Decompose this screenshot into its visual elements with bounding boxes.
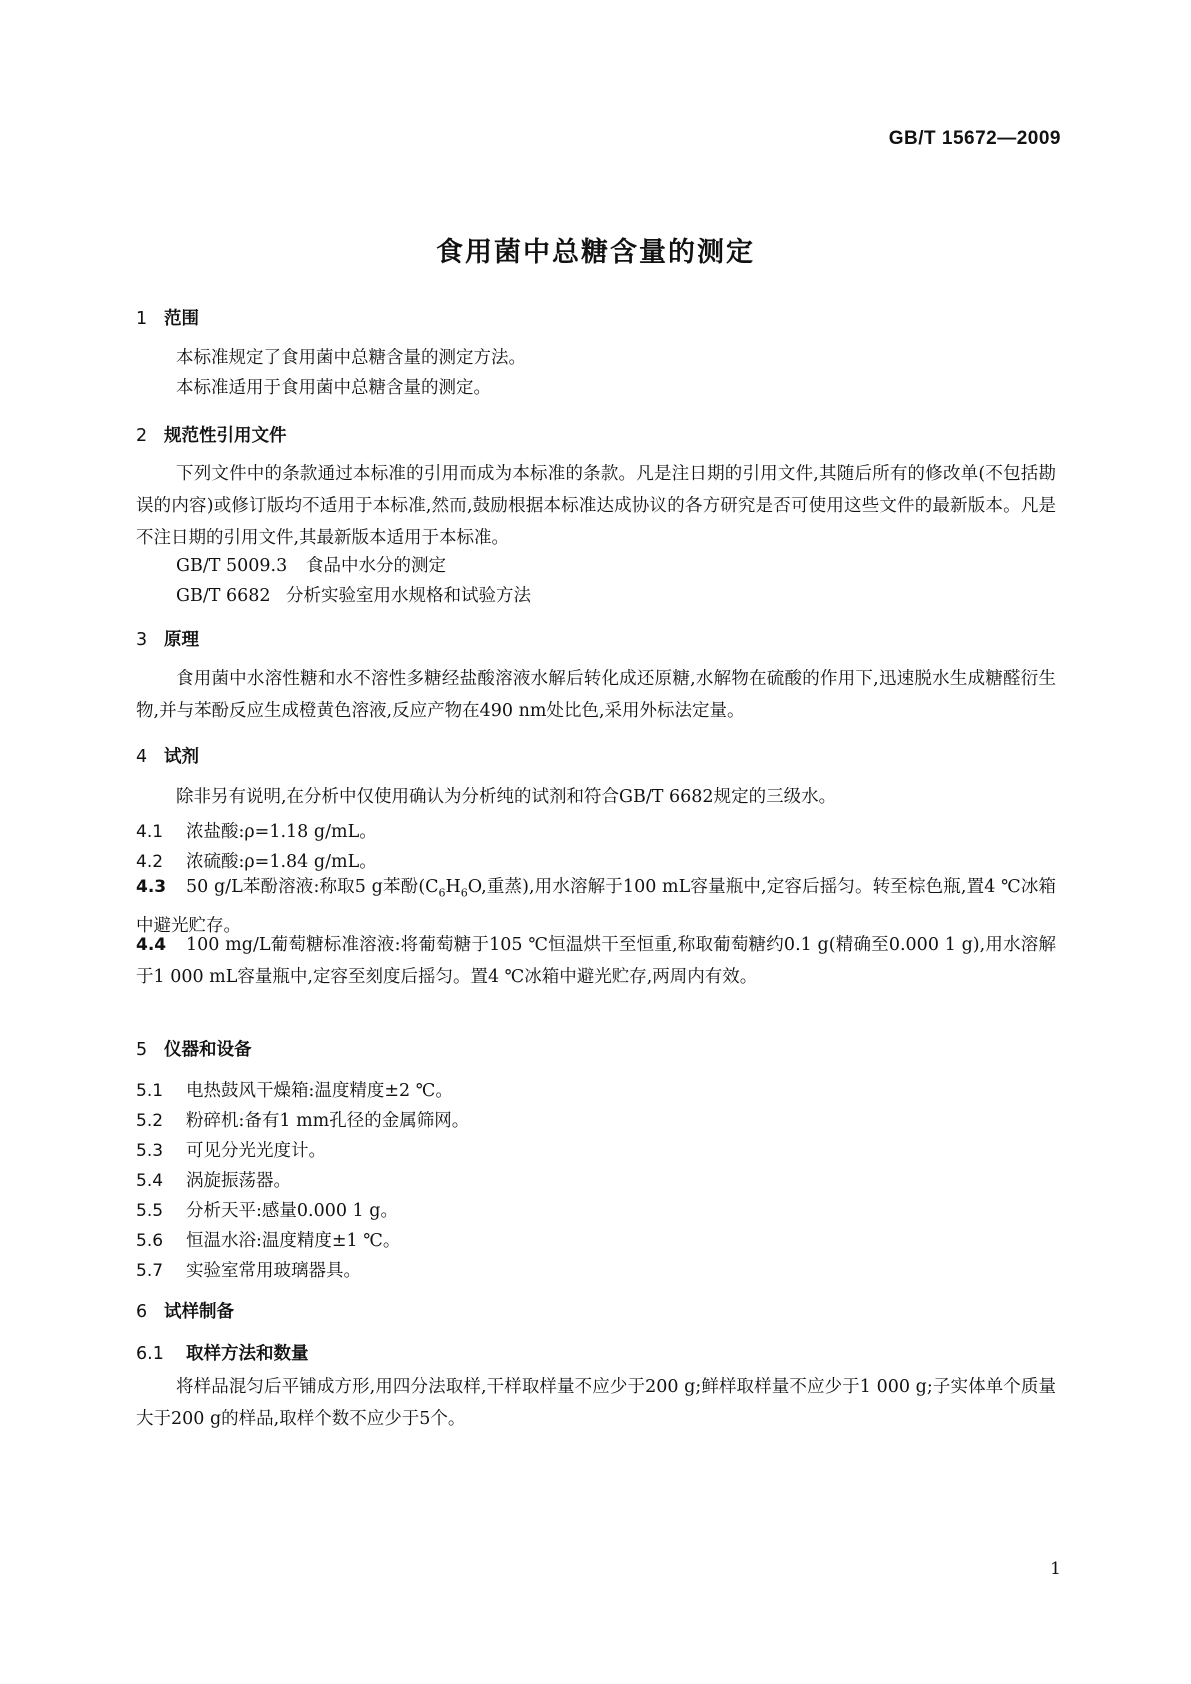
section-number: 2 bbox=[136, 426, 148, 446]
section-number: 5 bbox=[136, 1040, 148, 1060]
item-number: 5.3 bbox=[136, 1141, 164, 1161]
equipment-item bbox=[136, 1167, 291, 1192]
section-2-heading bbox=[136, 422, 287, 447]
item-text: 100 mg/L葡萄糖标准溶液:将葡萄糖于105 ℃恒温烘干至恒重,称取葡萄糖约0.1 g(精确至0.000 1 g),用水溶解于1 000 mL容量瓶中,定容至刻度后摇匀。置4 ℃冰箱中避光贮存,两周内有效。 bbox=[136, 935, 1056, 987]
item-number: 4.4 bbox=[136, 935, 167, 955]
document-title: 食用菌中总糖含量的测定 bbox=[436, 237, 755, 268]
reference-code: GB/T 6682 bbox=[176, 586, 271, 606]
section-title: 原理 bbox=[164, 630, 199, 650]
sampling-paragraph: 将样品混匀后平铺成方形,用四分法取样,干样取样量不应少于200 g;鲜样取样量不应少于1 000 g;子实体单个质量大于200 g的样品,取样个数不应少于5个。 bbox=[136, 1377, 1056, 1429]
section-6-heading bbox=[136, 1298, 234, 1323]
item-number: 4.3 bbox=[136, 877, 167, 897]
section-title: 规范性引用文件 bbox=[164, 426, 287, 446]
section-number: 4 bbox=[136, 747, 148, 767]
item-number: 5.5 bbox=[136, 1201, 164, 1221]
subsection-number: 6.1 bbox=[136, 1344, 164, 1364]
item-number: 5.6 bbox=[136, 1231, 164, 1251]
subscript: 6 bbox=[438, 886, 446, 900]
reference-code: GB/T 5009.3 bbox=[176, 556, 288, 576]
section-number: 6 bbox=[136, 1302, 148, 1322]
section-4-heading bbox=[136, 743, 199, 768]
reagent-item bbox=[136, 818, 377, 843]
section-3-heading bbox=[136, 626, 199, 651]
item-text: 50 g/L苯酚溶液:称取5 g苯酚(C bbox=[186, 877, 439, 897]
item-text: O,重蒸),用水溶解于100 mL容量瓶中,定容后摇匀。转至棕色瓶,置4 ℃冰箱中避光贮存。 bbox=[136, 877, 1056, 936]
principle-paragraph: 食用菌中水溶性糖和水不溶性多糖经盐酸溶液水解后转化成还原糖,水解物在硫酸的作用下,迅速脱水生成糖醛衍生物,并与苯酚反应生成橙黄色溶液,反应产物在490 nm处比色,采用外标法定量。 bbox=[136, 669, 1056, 721]
section-5-heading bbox=[136, 1036, 252, 1061]
scope-paragraph-2: 本标准适用于食用菌中总糖含量的测定。 bbox=[176, 378, 491, 398]
item-text: 恒温水浴:温度精度±1 ℃。 bbox=[186, 1231, 401, 1251]
item-text: H bbox=[445, 877, 461, 897]
equipment-item bbox=[136, 1227, 400, 1252]
section-1-heading bbox=[136, 305, 199, 330]
reference-title: 分析实验室用水规格和试验方法 bbox=[286, 586, 531, 606]
subscript: 6 bbox=[460, 886, 468, 900]
reagent-item bbox=[136, 848, 377, 873]
section-title: 试样制备 bbox=[164, 1302, 234, 1322]
item-text: 浓盐酸:ρ=1.18 g/mL。 bbox=[186, 822, 377, 842]
subsection-title: 取样方法和数量 bbox=[186, 1344, 309, 1364]
item-number: 5.4 bbox=[136, 1171, 164, 1191]
page-number: 1 bbox=[1050, 1559, 1061, 1579]
item-number: 4.2 bbox=[136, 852, 164, 872]
item-number: 5.2 bbox=[136, 1111, 164, 1131]
item-text: 粉碎机:备有1 mm孔径的金属筛网。 bbox=[186, 1111, 470, 1131]
item-text: 实验室常用玻璃器具。 bbox=[186, 1261, 361, 1281]
standard-code: GB/T 15672—2009 bbox=[888, 128, 1061, 149]
section-title: 试剂 bbox=[164, 747, 199, 767]
equipment-item bbox=[136, 1257, 361, 1282]
equipment-item bbox=[136, 1077, 453, 1102]
reference-item bbox=[176, 580, 531, 612]
item-text: 涡旋振荡器。 bbox=[186, 1171, 291, 1191]
item-text: 浓硫酸:ρ=1.84 g/mL。 bbox=[186, 852, 377, 872]
normative-references-paragraph: 下列文件中的条款通过本标准的引用而成为本标准的条款。凡是注日期的引用文件,其随后所有的修改单(不包括勘误的内容)或修订版均不适用于本标准,然而,鼓励根据本标准达成协议的各方研究是否可使用这些文件的最新版本。凡是不注日期的引用文件,其最新版本适用于本标准。 bbox=[136, 464, 1056, 548]
item-text: 分析天平:感量0.000 1 g。 bbox=[186, 1201, 398, 1221]
section-number: 3 bbox=[136, 630, 148, 650]
reagent-item bbox=[136, 929, 1056, 993]
item-number: 5.7 bbox=[136, 1261, 164, 1281]
reference-title: 食品中水分的测定 bbox=[306, 556, 446, 576]
scope-paragraph-1: 本标准规定了食用菌中总糖含量的测定方法。 bbox=[176, 348, 526, 368]
item-text: 电热鼓风干燥箱:温度精度±2 ℃。 bbox=[186, 1081, 453, 1101]
item-number: 4.1 bbox=[136, 822, 164, 842]
section-number: 1 bbox=[136, 309, 148, 329]
reference-item bbox=[176, 550, 446, 582]
item-text: 可见分光光度计。 bbox=[186, 1141, 326, 1161]
subsection-6-1-heading bbox=[136, 1340, 309, 1365]
item-number: 5.1 bbox=[136, 1081, 164, 1101]
reagents-intro: 除非另有说明,在分析中仅使用确认为分析纯的试剂和符合GB/T 6682规定的三级水。 bbox=[176, 787, 837, 807]
equipment-item bbox=[136, 1107, 469, 1132]
section-title: 仪器和设备 bbox=[164, 1040, 252, 1060]
section-title: 范围 bbox=[164, 309, 199, 329]
equipment-item bbox=[136, 1197, 398, 1222]
equipment-item bbox=[136, 1137, 326, 1162]
